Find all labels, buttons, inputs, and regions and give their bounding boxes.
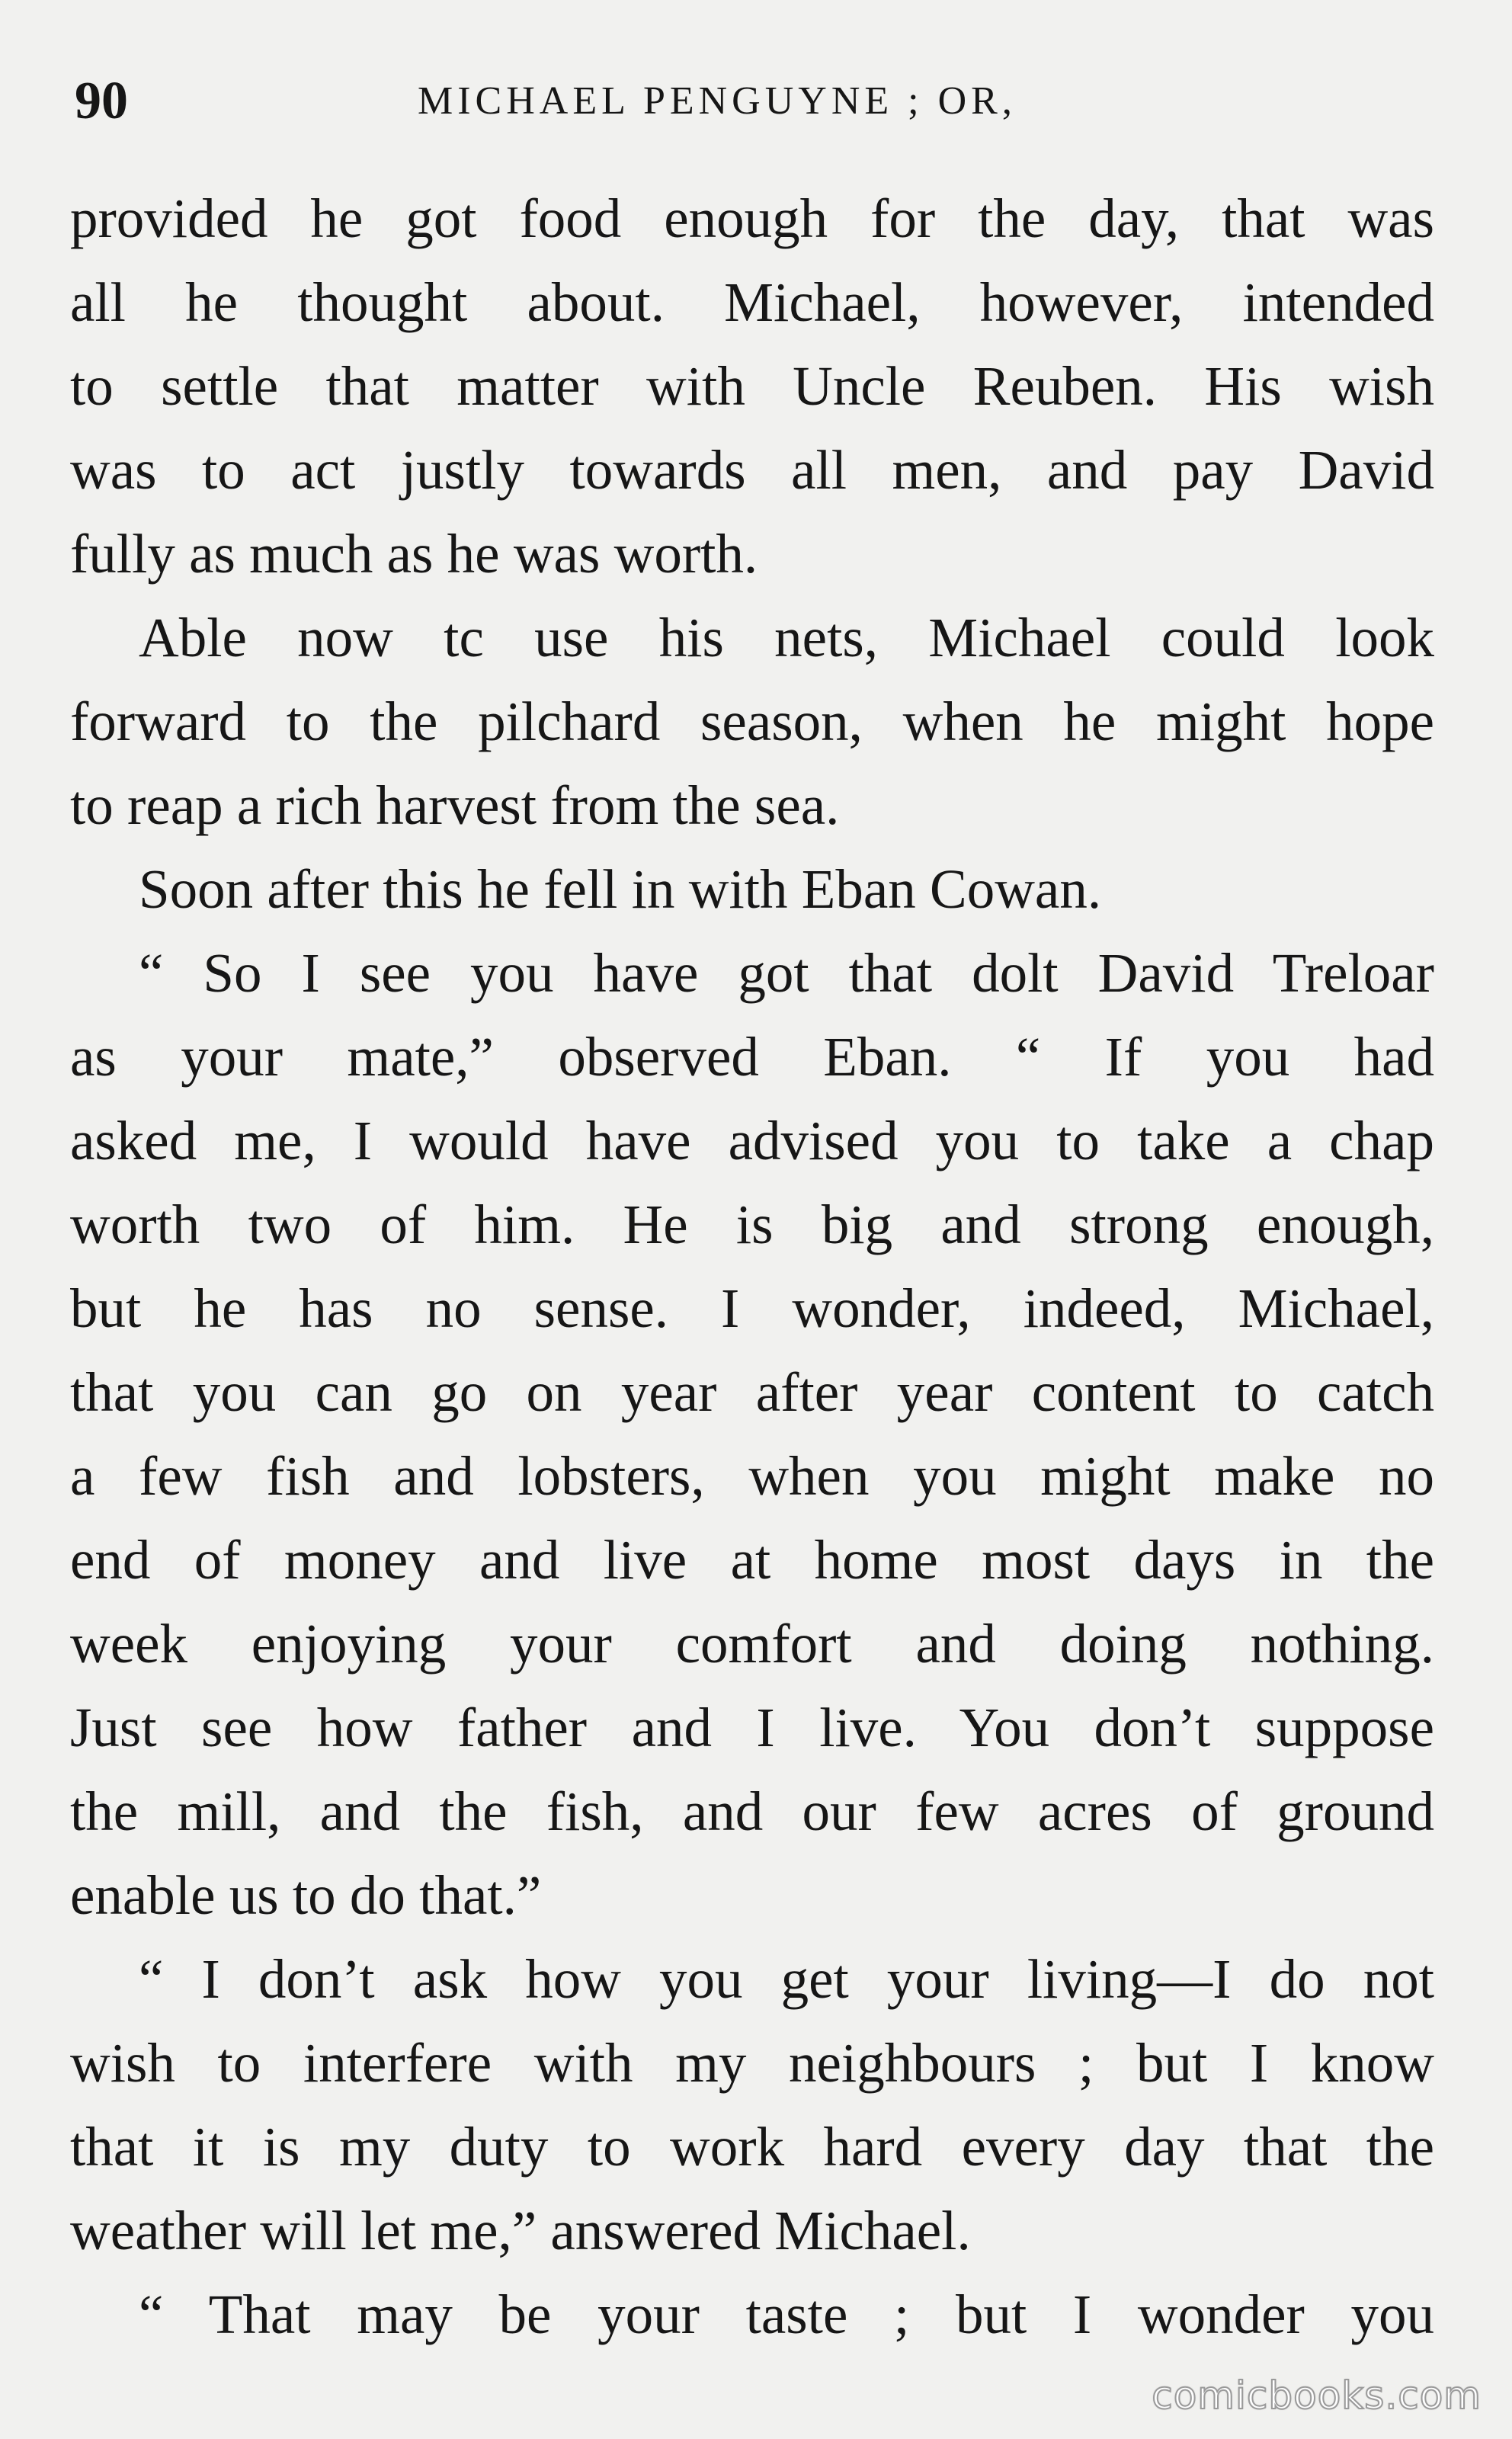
text-line: end of money and live at home most days in the	[70, 1529, 1434, 1591]
text-line: Able now tc use his nets, Michael could look	[139, 607, 1434, 668]
text-line: fully as much as he was worth.	[70, 523, 758, 585]
text-line: weather will let me,” answered Michael.	[70, 2200, 971, 2261]
text-line: but he has no sense. I wonder, indeed, Michael,	[70, 1277, 1434, 1339]
text-line: that you can go on year after year content to catch	[70, 1361, 1434, 1423]
text-line: “ That may be your taste ; but I wonder you	[139, 2284, 1434, 2345]
text-line: to reap a rich harvest from the sea.	[70, 774, 840, 836]
text-line: week enjoying your comfort and doing nothing.	[70, 1613, 1434, 1675]
text-line: was to act justly towards all men, and pay David	[70, 439, 1434, 501]
text-line: wish to interfere with my neighbours ; but I know	[70, 2032, 1434, 2094]
text-line: a few fish and lobsters, when you might make no	[70, 1445, 1434, 1507]
text-line: enable us to do that.”	[70, 1864, 542, 1926]
text-line: as your mate,” observed Eban. “ If you had	[70, 1026, 1434, 1088]
text-line: worth two of him. He is big and strong enough,	[70, 1194, 1434, 1255]
text-line: all he thought about. Michael, however, intended	[70, 271, 1434, 333]
text-line: that it is my duty to work hard every day that the	[70, 2116, 1434, 2178]
text-line: Soon after this he fell in with Eban Cowan.	[139, 858, 1102, 920]
page-header	[75, 67, 1434, 136]
text-line: “ I don’t ask how you get your living—I do not	[139, 1948, 1434, 2010]
text-line: “ So I see you have got that dolt David Treloar	[139, 942, 1434, 1004]
body-text	[70, 177, 1434, 2357]
text-line: to settle that matter with Uncle Reuben. His wish	[70, 355, 1434, 417]
page-number: 90	[75, 72, 128, 130]
text-line: Just see how father and I live. You don’t suppose	[70, 1697, 1434, 1758]
text-line: asked me, I would have advised you to take a chap	[70, 1110, 1434, 1171]
text-line: forward to the pilchard season, when he might hope	[70, 691, 1434, 752]
running-head: MICHAEL PENGUYNE ; OR,	[418, 79, 1017, 123]
text-line: provided he got food enough for the day, that was	[70, 187, 1434, 249]
text-line: the mill, and the fish, and our few acres of ground	[70, 1780, 1434, 1842]
watermark-logo: comicbooks.com	[1152, 2373, 1482, 2418]
